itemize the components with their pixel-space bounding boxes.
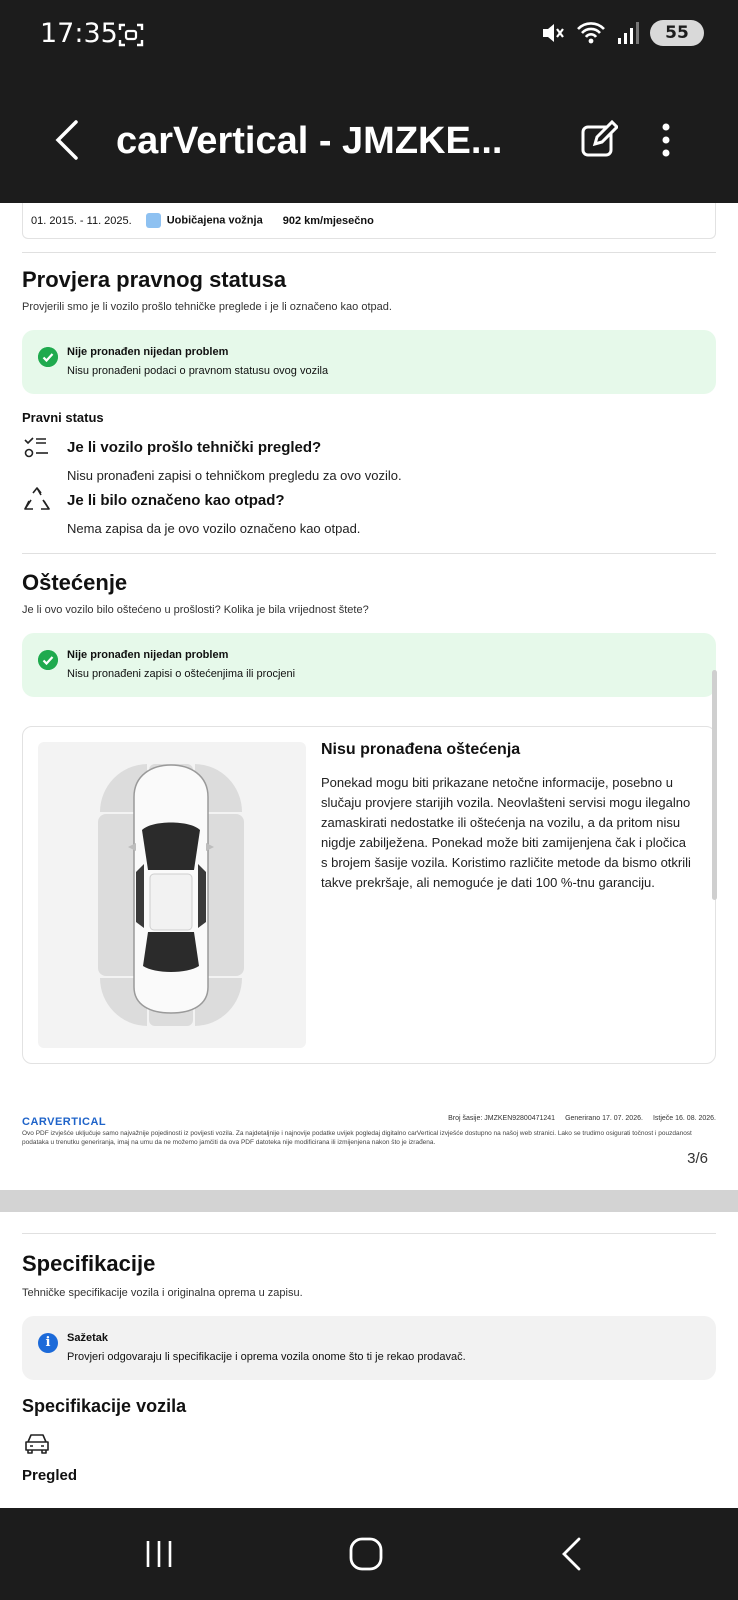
system-nav-bar: [0, 1508, 738, 1600]
mileage-row: [22, 203, 716, 239]
q1-answer: Nisu pronađeni zapisi o tehničkom pregledu za ovo vozilo.: [67, 468, 402, 483]
alert-text: Nisu pronađeni zapisi o oštećenjima ili procjeni: [67, 668, 296, 680]
recent-apps-icon[interactable]: [144, 1538, 174, 1570]
info-title: Sažetak: [67, 1332, 108, 1344]
specs-title: Specifikacije: [22, 1251, 156, 1276]
mileage-usage: [146, 213, 263, 228]
alert-text: Nisu pronađeni podaci o pravnom statusu ovog vozila: [67, 365, 329, 377]
info-icon: i: [38, 1333, 58, 1353]
divider: [22, 252, 716, 253]
divider: [22, 1233, 716, 1234]
footer-vin: Broj šasije: JMZKEN92800471241: [448, 1115, 556, 1122]
home-icon[interactable]: [348, 1536, 384, 1572]
wifi-icon: [576, 20, 606, 46]
damage-card-title: Nisu pronađena oštećenja: [321, 741, 521, 758]
edit-icon[interactable]: [580, 120, 618, 158]
status-icons: [540, 20, 704, 46]
footer-note: Ovo PDF izvješće uključuje samo najvažnije pojedinosti iz povijesti vozila. Za najdetaljnije i najnovije podatke uvijek pogledaj digitalno carVertical izvješće dostupno na našoj web stranici. Lako se trudimo osigurati točnost i pouzdanost podataka u trenutku generiranja, imaj na umu da ne možemo jamčiti da ova PDF datoteka nije modificirana ili izmijenjena nakon što je izrađena.: [22, 1130, 692, 1146]
more-vert-icon[interactable]: [660, 122, 672, 158]
mileage-value: 902 km/mjesečno: [282, 214, 374, 227]
overview-label: Pregled: [22, 1467, 78, 1484]
page-separator: [0, 1190, 738, 1212]
screenshot-icon: [118, 22, 144, 48]
legal-status-alert: [22, 330, 716, 394]
status-bar: [0, 0, 738, 70]
info-text: Provjeri odgovaraju li specifikacije i oprema vozila onome što ti je rekao prodavač.: [67, 1351, 466, 1363]
app-bar: [0, 70, 738, 203]
signal-icon: [616, 20, 640, 46]
app-title: carVertical - JMZKE...: [116, 120, 503, 162]
back-icon[interactable]: [560, 1536, 584, 1572]
check-circle-icon: [38, 347, 58, 367]
alert-title: Nije pronađen nijedan problem: [67, 649, 229, 661]
battery-level: 55: [665, 23, 689, 43]
q1-title: Je li vozilo prošlo tehnički pregled?: [67, 439, 322, 456]
car-icon: [22, 1429, 52, 1459]
mileage-usage-label: Uobičajena vožnja: [166, 214, 263, 227]
specs-info-box: [22, 1316, 716, 1380]
damage-card: [22, 726, 716, 1064]
mute-icon: [540, 20, 566, 46]
damage-card-text: Ponekad mogu biti prikazane netočne informacije, posebno u slučaju provjere starijih vozila. Neovlašteni servisi mogu ilegalno zamaskirati nedostatke ili oštećenja na vozilu, a da pritom nisu nigdje zabilježena. Ponekad može biti zamijenjena čak i pločica s brojem šasije vozila. Koristimo različite metode da bismo otkrili takve prekršaje, ali nemoguće je dati 100 %-tnu garanciju.: [321, 775, 691, 890]
back-arrow-icon[interactable]: [52, 118, 82, 162]
legal-status-label: Pravni status: [22, 410, 104, 425]
checklist-icon: [22, 433, 52, 463]
damage-subtitle: Je li ovo vozilo bilo oštećeno u prošlosti? Kolika je bila vrijednost štete?: [22, 604, 369, 616]
carvertical-logo: CARVERTICAL: [22, 1116, 107, 1128]
legal-status-subtitle: Provjerili smo je li vozilo prošlo tehničke preglede i je li označeno kao otpad.: [22, 301, 392, 313]
q2-answer: Nema zapisa da je ovo vozilo označeno kao otpad.: [67, 521, 361, 536]
legend-swatch: [146, 213, 161, 228]
car-top-view-image: [38, 742, 306, 1048]
divider: [22, 553, 716, 554]
damage-title: Oštećenje: [22, 570, 128, 595]
page-number: 3/6: [687, 1150, 708, 1167]
pdf-document[interactable]: [0, 203, 738, 1508]
alert-title: Nije pronađen nijedan problem: [67, 346, 229, 358]
status-time: 17:35: [40, 18, 118, 49]
damage-alert: [22, 633, 716, 697]
footer-generated: Generirano 17. 07. 2026.: [565, 1115, 643, 1122]
battery-icon: [650, 20, 704, 46]
footer-meta: [448, 1115, 716, 1122]
recycle-icon: [22, 486, 52, 516]
specs-subtitle: Tehničke specifikacije vozila i originalna oprema u zapisu.: [22, 1287, 303, 1299]
footer-expires: Istječe 16. 08. 2026.: [652, 1115, 716, 1122]
car-diagram: [38, 742, 306, 1048]
scrollbar-thumb[interactable]: [712, 670, 717, 900]
mileage-period: 01. 2015. - 11. 2025.: [31, 214, 132, 227]
q2-title: Je li bilo označeno kao otpad?: [67, 492, 285, 509]
vehicle-specs-title: Specifikacije vozila: [22, 1396, 187, 1416]
legal-status-title: Provjera pravnog statusa: [22, 267, 287, 292]
check-circle-icon: [38, 650, 58, 670]
